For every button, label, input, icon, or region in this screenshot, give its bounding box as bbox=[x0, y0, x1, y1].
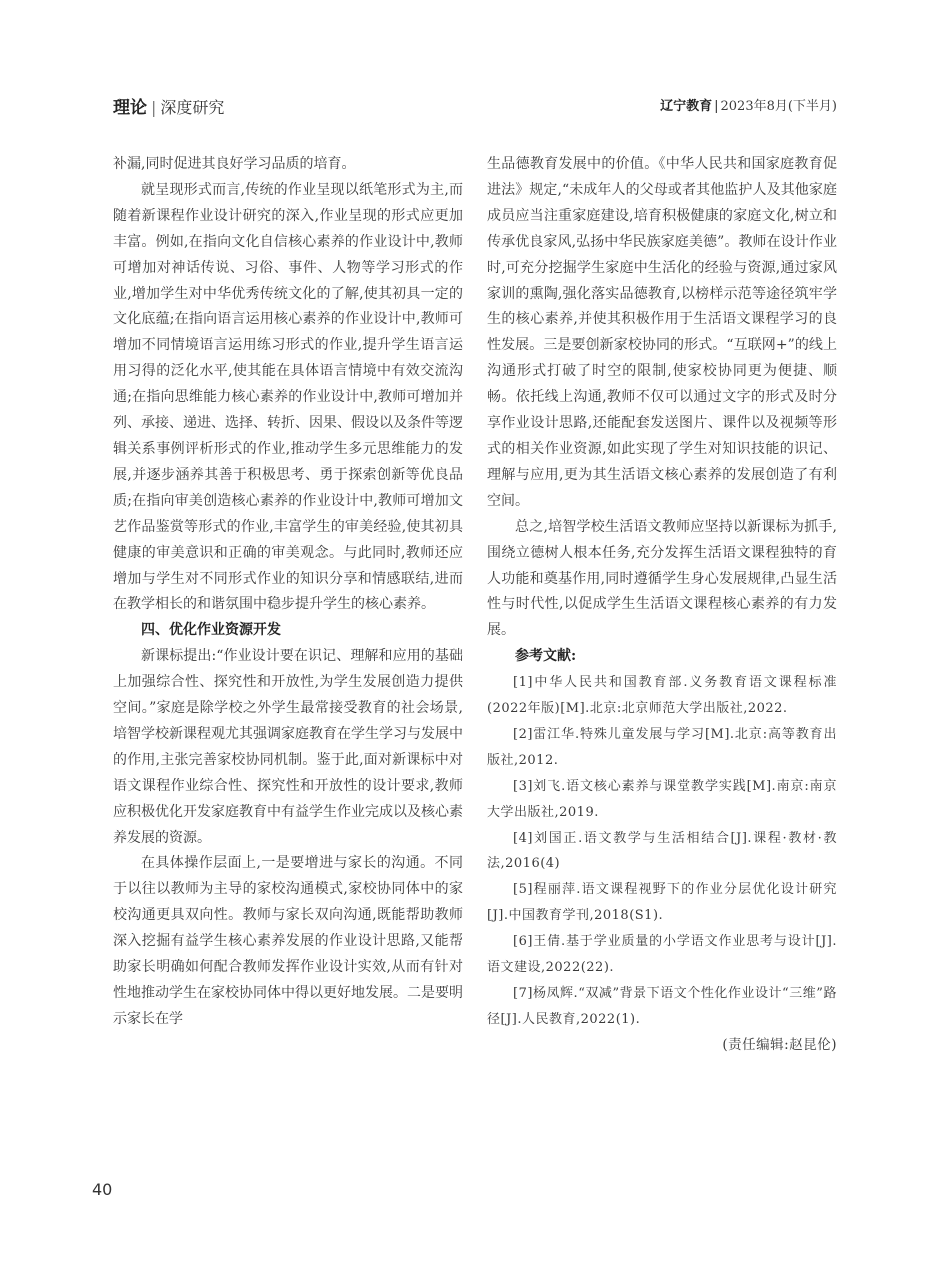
left-column bbox=[113, 152, 463, 1033]
reference-item: [1]中华人民共和国教育部.义务教育语文课程标准(2022年版)[M].北京:北京师范大学出版社,2022. bbox=[487, 675, 837, 717]
running-header-left bbox=[113, 93, 224, 118]
section-label: 理论 bbox=[113, 98, 147, 118]
paragraph: 在具体操作层面上,一是要增进与家长的沟通。不同于以往以教师为主导的家校沟通模式,家校协同体中的家校沟通更具双向性。教师与家长双向沟通,既能帮助教师深入挖掘有益学生核心素养发展的作业设计思路,又能帮助家长明确如何配合教师发挥作业设计实效,从而有针对性地推动学生在家校协同体中得以更好地发展。二是要明示家长在学 bbox=[113, 855, 463, 1027]
reference-item: [6]王倩.基于学业质量的小学语文作业思考与设计[J].语文建设,2022(22). bbox=[487, 934, 837, 976]
paragraph: 新课标提出:“作业设计要在识记、理解和应用的基础上加强综合性、探究性和开放性,为学生发展创造力提供空间。”家庭是除学校之外学生最常接受教育的社会场景,培智学校新课程观尤其强调家庭教育在学生学习与发展中的作用,主张完善家校协同机制。鉴于此,面对新课标中对语文课程作业综合性、探究性和开放性的设计要求,教师应积极优化开发家庭教育中有益学生作业完成以及核心素养发展的资源。 bbox=[113, 648, 463, 846]
reference-item: [7]杨凤辉.“双减”背景下语文个性化作业设计“三维”路径[J].人民教育,2022(1). bbox=[487, 986, 837, 1027]
reference-item: [5]程丽萍.语文课程视野下的作业分层优化设计研究[J].中国教育学刊,2018(S1). bbox=[487, 882, 837, 924]
running-header-right bbox=[660, 95, 837, 114]
subsection-label: 深度研究 bbox=[160, 98, 225, 117]
right-column bbox=[487, 152, 837, 1059]
issue-date: 2023年8月(下半月) bbox=[720, 99, 837, 114]
reference-item: [4]刘国正.语文教学与生活相结合[J].课程·教材·教法,2016(4) bbox=[487, 830, 837, 872]
page-number: 40 bbox=[92, 1180, 113, 1199]
section-heading: 四、优化作业资源开发 bbox=[141, 622, 281, 639]
journal-name: 辽宁教育 bbox=[660, 99, 713, 114]
header-divider: | bbox=[151, 98, 157, 117]
references-title: 参考文献: bbox=[515, 648, 577, 665]
paragraph: 就呈现形式而言,传统的作业呈现以纸笔形式为主,而随着新课程作业设计研究的深入,作业呈现的形式应更加丰富。例如,在指向文化自信核心素养的作业设计中,教师可增加对神话传说、习俗、事件、人物等学习形式的作业,增加学生对中华优秀传统文化的了解,使其初具一定的文化底蕴;在指向语言运用核心素养的作业设计中,教师可增加不同情境语言运用练习形式的作业,提升学生语言运用习得的泛化水平,使其能在具体语言情境中有效交流沟通;在指向思维能力核心素养的作业设计中,教师可增加并列、承接、递进、选择、转折、因果、假设以及条件等逻辑关系事例评析形式的作业,推动学生多元思维能力的发展,并逐步涵养其善于积极思考、勇于探索创新等优良品质;在指向审美创造核心素养的作业设计中,教师可增加文艺作品鉴赏等形式的作业,丰富学生的审美经验,使其初具健康的审美意识和正确的审美观念。与此同时,教师还应增加与学生对不同形式作业的知识分享和情感联结,进而在教学相长的和谐氛围中稳步提升学生的核心素养。 bbox=[113, 181, 463, 613]
paragraph: 补漏,同时促进其良好学习品质的培育。 bbox=[113, 156, 356, 172]
paragraph: 生品德教育发展中的价值。《中华人民共和国家庭教育促进法》规定,“未成年人的父母或者其他监护人及其他家庭成员应当注重家庭建设,培育积极健康的家庭文化,树立和传承优良家风,弘扬中华民族家庭美德”。教师在设计作业时,可充分挖掘学生家庭中生活化的经验与资源,通过家风家训的熏陶,强化落实品德教育,以榜样示范等途径筑牢学生的核心素养,并使其积极作用于生活语文课程学习的良性发展。三是要创新家校协同的形式。“互联网+”的线上沟通形式打破了时空的限制,使家校协同更为便捷、顺畅。依托线上沟通,教师不仅可以通过文字的形式及时分享作业设计思路,还能配套发送图片、课件以及视频等形式的相关作业资源,如此实现了学生对知识技能的识记、理解与应用,更为其生活语文核心素养的发展创造了有利空间。 bbox=[487, 156, 837, 509]
journal-divider: | bbox=[714, 99, 719, 114]
reference-item: [3]刘飞.语文核心素养与课堂教学实践[M].南京:南京大学出版社,2019. bbox=[487, 778, 837, 820]
reference-item: [2]雷江华.特殊儿童发展与学习[M].北京:高等教育出版社,2012. bbox=[487, 726, 837, 768]
responsible-editor: (责任编辑:赵昆伦) bbox=[722, 1036, 837, 1053]
paragraph: 总之,培智学校生活语文教师应坚持以新课标为抓手,围绕立德树人根本任务,充分发挥生活语文课程独特的育人功能和奠基作用,同时遵循学生身心发展规律,凸显生活性与时代性,以促成学生生活语文课程核心素养的有力发展。 bbox=[487, 518, 837, 639]
